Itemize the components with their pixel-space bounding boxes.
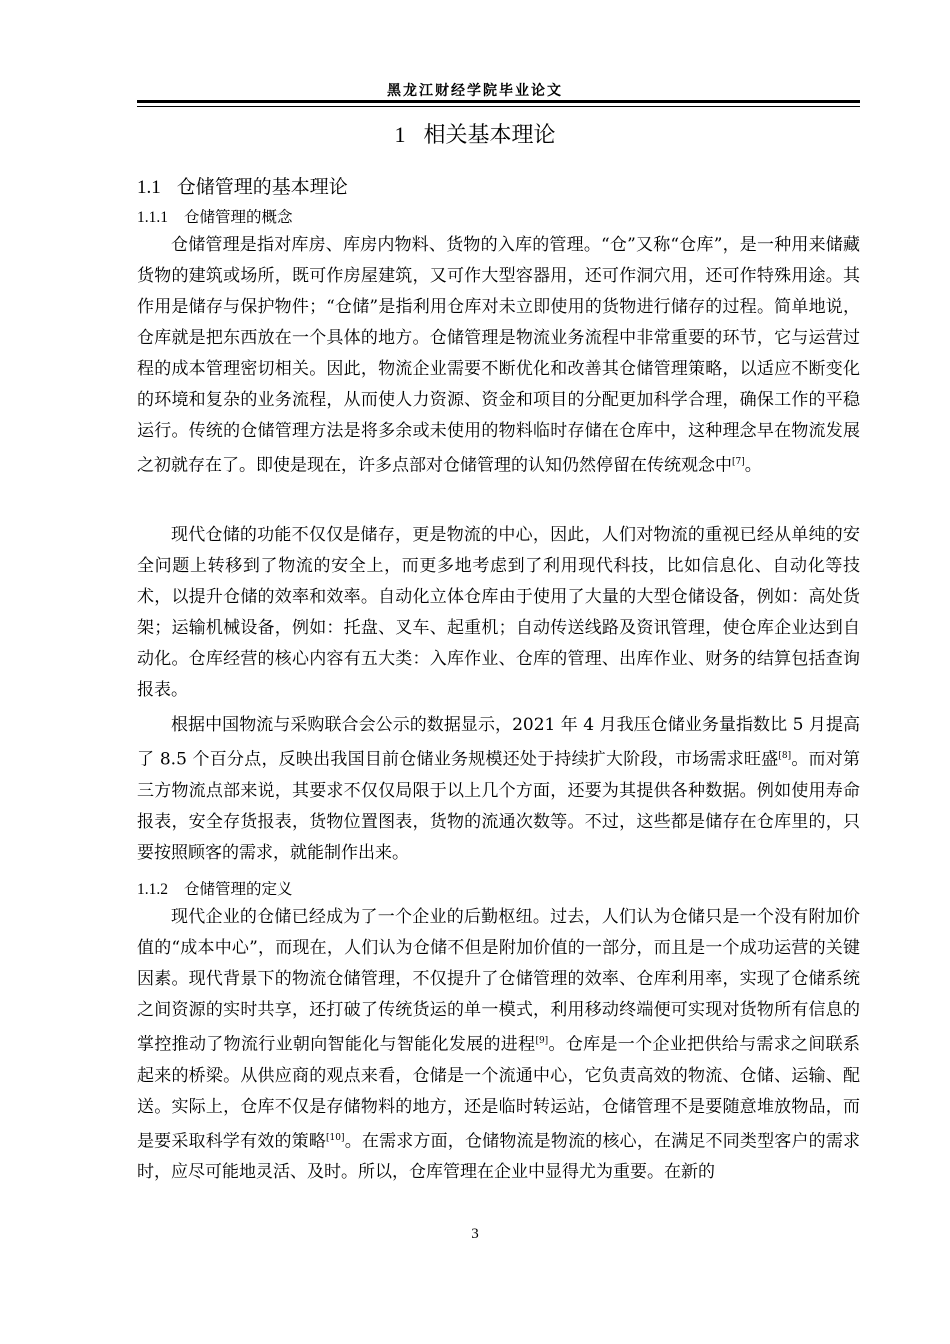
subsection-number-2: 1.1.2 [137, 881, 168, 898]
section-title: 仓储管理的基本理论 [176, 176, 348, 198]
section-heading [137, 172, 348, 199]
paragraph-1 [137, 230, 860, 482]
paragraph-4-text: 现代企业的仓储已经成为了一个企业的后勤枢纽。过去，人们认为仓储只是一个没有附加价值的“成本中心”，而现在，人们认为仓储不但是附加价值的一部分，而且是一个成功运营的关键因素。现代背景下的物流仓储管理，不仅提升了仓储管理的效率、仓库利用率，实现了仓储系统之间资源的实时共享，还打破了传统货运的单一模式，利用移动终端便可实现对货物所有信息的掌控推动了物流行业朝向智能化与智能化发展的进程 [137, 907, 860, 1055]
page-number: 3 [471, 1226, 479, 1242]
paragraph-4-middle: 。仓库是一个企业把供给与需求之间联系起来的桥梁。从供应商的观点来看，仓储是一个流通中心，它负责高效的物流、仓储、运输、配送。实际上，仓库不仅是存储物料的地方，还是临时转运站，仓储管理不是要随意堆放物品，而是要采取科学有效的策略 [137, 1034, 861, 1152]
subsection-heading-2 [137, 877, 293, 899]
paragraph-3-text: 根据中国物流与采购联合会公示的数据显示，2021 年 4 月我压仓储业务量指数比 5 月提高了 8.5 个百分点，反映出我国目前仓储业务规模还处于持续扩大阶段，市场需求旺盛 [137, 715, 860, 770]
subsection-title-1: 仓储管理的概念 [184, 208, 293, 226]
header-rule-thick [137, 100, 860, 103]
citation-7: [7] [732, 457, 745, 467]
chapter-number: 1 [394, 122, 406, 147]
citation-10: [10] [326, 1132, 345, 1143]
section-number: 1.1 [137, 177, 161, 198]
paragraph-2: 现代仓储的功能不仅仅是储存，更是物流的中心，因此，人们对物流的重视已经从单纯的安全问题上转移到了物流的安全上，而更多地考虑到了利用现代科技，比如信息化、自动化等技术，以提升仓储的效率和效率。自动化立体仓库由于使用了大量的大型仓储设备，例如：高处货架；运输机械设备，例如：托盘、叉车、起重机；自动传送线路及资讯管理，使仓库企业达到自动化。仓库经营的核心内容有五大类：入库作业、仓库的管理、出库作业、财务的结算包括查询报表。 [137, 525, 860, 700]
header-rule-thin [137, 106, 860, 107]
chapter-heading [0, 118, 950, 149]
paragraph-1-end: 。 [744, 455, 762, 476]
paragraph-3-end: 。而对第三方物流点部来说，其要求不仅仅局限于以上几个方面，还要为其提供各种数据。例如使用寿命报表，安全存货报表，货物位置图表，货物的流通次数等。不过，这些都是储存在仓库里的，只要按照顾客的需求，就能制作出来。 [137, 749, 861, 863]
subsection-number-1: 1.1.1 [137, 209, 168, 226]
paragraph-1-text: 仓储管理是指对库房、库房内物料、货物的入库的管理。“仓”又称“仓库”，是一种用来储藏货物的建筑或场所，既可作房屋建筑，又可作大型容器用，还可作洞穴用，还可作特殊用途。其作用是储存与保护物件；“仓储”是指利用仓库对未立即使用的货物进行储存的过程。简单地说，仓库就是把东西放在一个具体的地方。仓储管理是物流业务流程中非常重要的环节，它与运营过程的成本管理密切相关。因此，物流企业需要不断优化和改善其仓储管理策略，以适应不断变化的环境和复杂的业务流程，从而使人力资源、资金和项目的分配更加科学合理，确保工作的平稳运行。传统的仓储管理方法是将多余或未使用的物料临时存储在仓库中，这种理念早在物流发展之初就存在了。即使是现在，许多点部对仓储管理的认知仍然停留在传统观念中 [137, 235, 860, 476]
paragraph-4-end: 。在需求方面，仓储物流是物流的核心，在满足不同类型客户的需求时，应尽可能地灵活、及时。所以，仓库管理在企业中显得尤为重要。在新的 [137, 1131, 861, 1183]
subsection-title-2: 仓储管理的定义 [184, 880, 293, 898]
chapter-title: 相关基本理论 [423, 123, 556, 148]
paragraph-4 [137, 902, 860, 1188]
running-header: 黑龙江财经学院毕业论文 [387, 83, 563, 99]
paragraph-3 [137, 710, 860, 869]
subsection-heading-1 [137, 205, 293, 227]
citation-9: [9] [535, 1036, 549, 1046]
citation-8: [8] [778, 751, 792, 761]
